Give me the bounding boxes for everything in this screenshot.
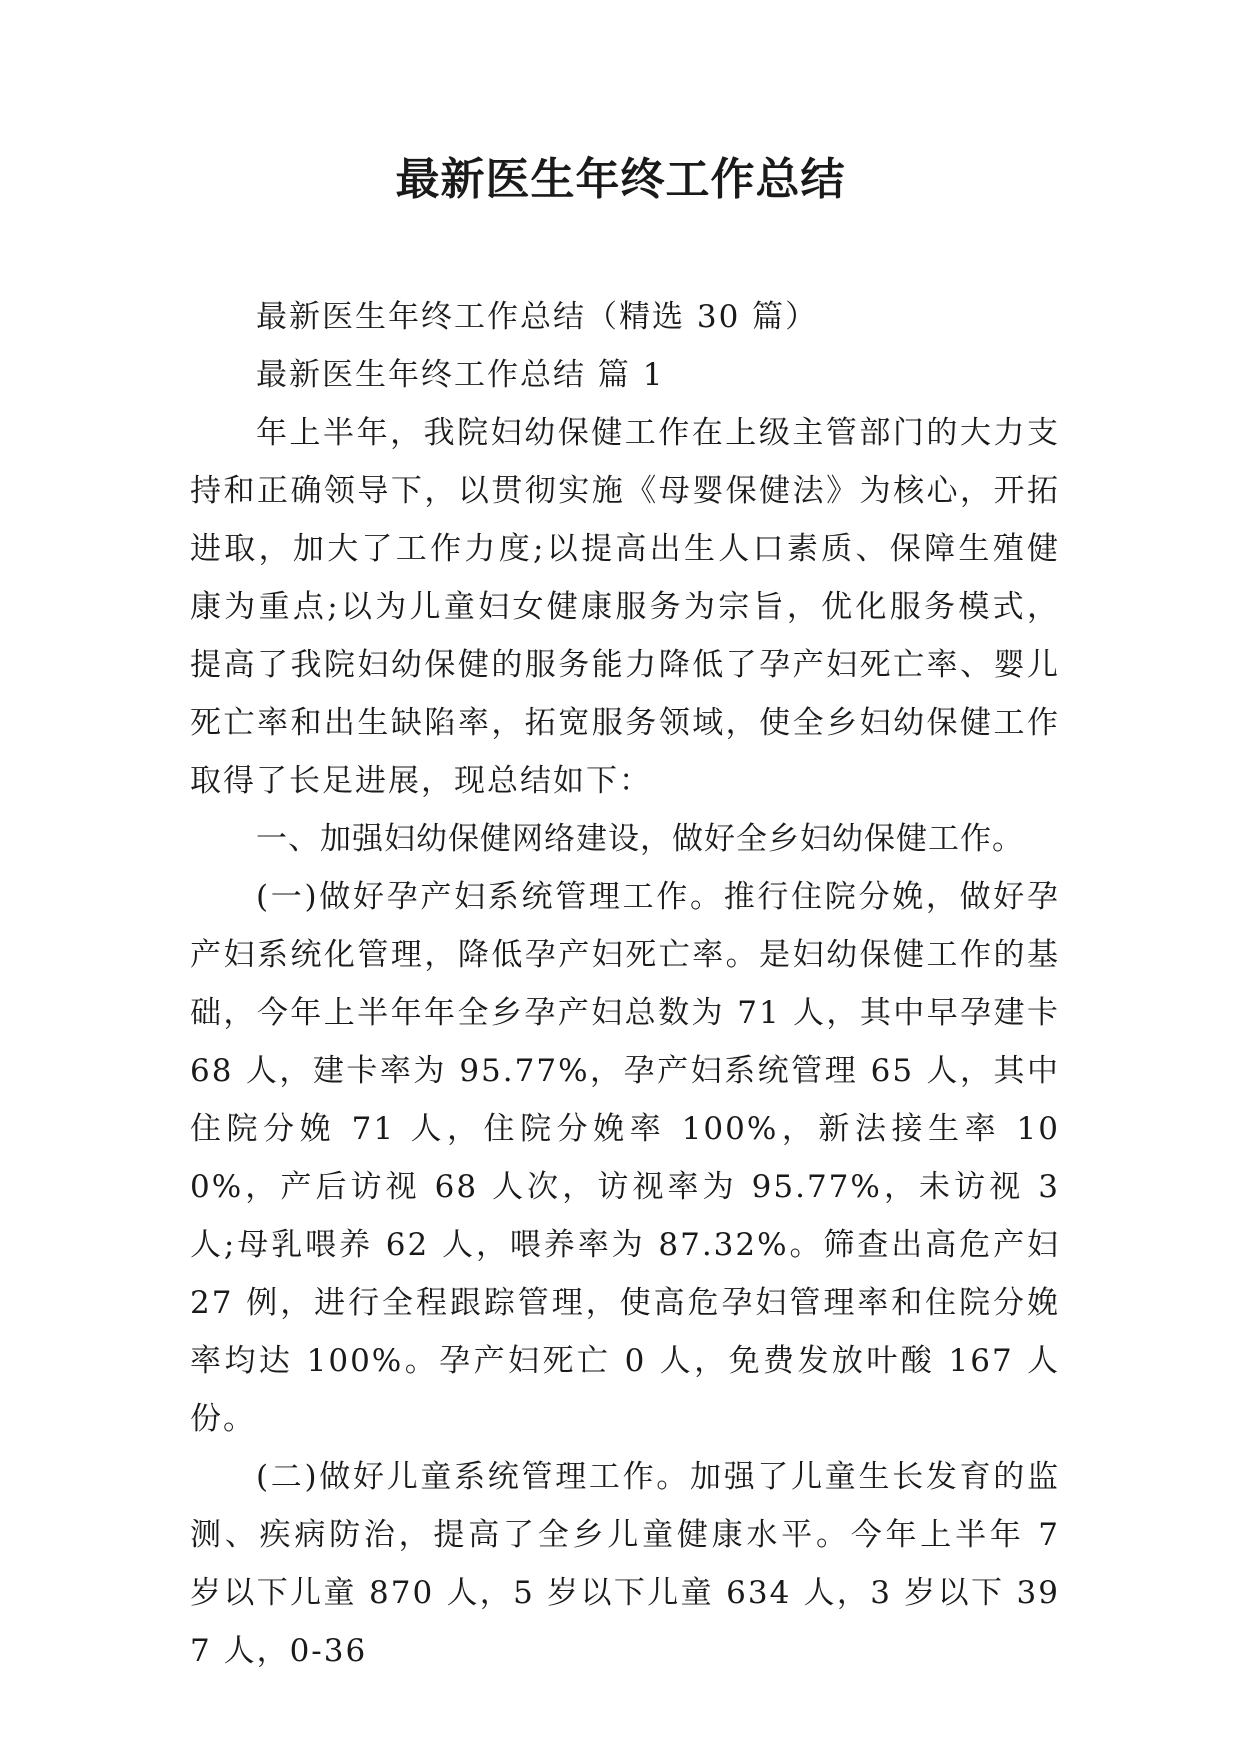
maternal-management-paragraph: (一)做好孕产妇系统管理工作。推行住院分娩，做好孕产妇系统化管理，降低孕产妇死亡率。是妇幼保健工作的基础，今年上半年年全乡孕产妇总数为 71 人，其中早孕建卡 68 人，建卡率为 95.77%，孕产妇系统管理 65 人，其中住院分娩 71 人，住院分娩率 100%，新法接生率 100%，产后访视 68 人次，访视率为 95.77%，未访视 3 人;母乳喂养 62 人，喂养率为 87.32%。筛查出高危产妇 27 例，进行全程跟踪管理，使高危孕妇管理率和住院分娩率均达 100%。孕产妇死亡 0 人，免费发放叶酸 167 人份。	[190, 879, 1060, 1437]
section-heading-paragraph: 最新医生年终工作总结 篇 1	[256, 357, 665, 393]
document-body	[190, 288, 1060, 1680]
document-title: 最新医生年终工作总结	[395, 154, 846, 205]
subtitle-paragraph: 最新医生年终工作总结（精选 30 篇）	[256, 299, 819, 335]
heading-one-paragraph: 一、加强妇幼保健网络建设，做好全乡妇幼保健工作。	[256, 821, 1024, 857]
child-management-paragraph: (二)做好儿童系统管理工作。加强了儿童生长发育的监测、疾病防治，提高了全乡儿童健康水平。今年上半年 7 岁以下儿童 870 人，5 岁以下儿童 634 人，3 岁以下 397 人，0-36	[190, 1459, 1060, 1669]
intro-paragraph: 年上半年，我院妇幼保健工作在上级主管部门的大力支持和正确领导下，以贯彻实施《母婴保健法》为核心，开拓进取，加大了工作力度;以提高出生人口素质、保障生殖健康为重点;以为儿童妇女健康服务为宗旨，优化服务模式，提高了我院妇幼保健的服务能力降低了孕产妇死亡率、婴儿死亡率和出生缺陷率，拓宽服务领域，使全乡妇幼保健工作取得了长足进展，现总结如下：	[190, 415, 1060, 799]
